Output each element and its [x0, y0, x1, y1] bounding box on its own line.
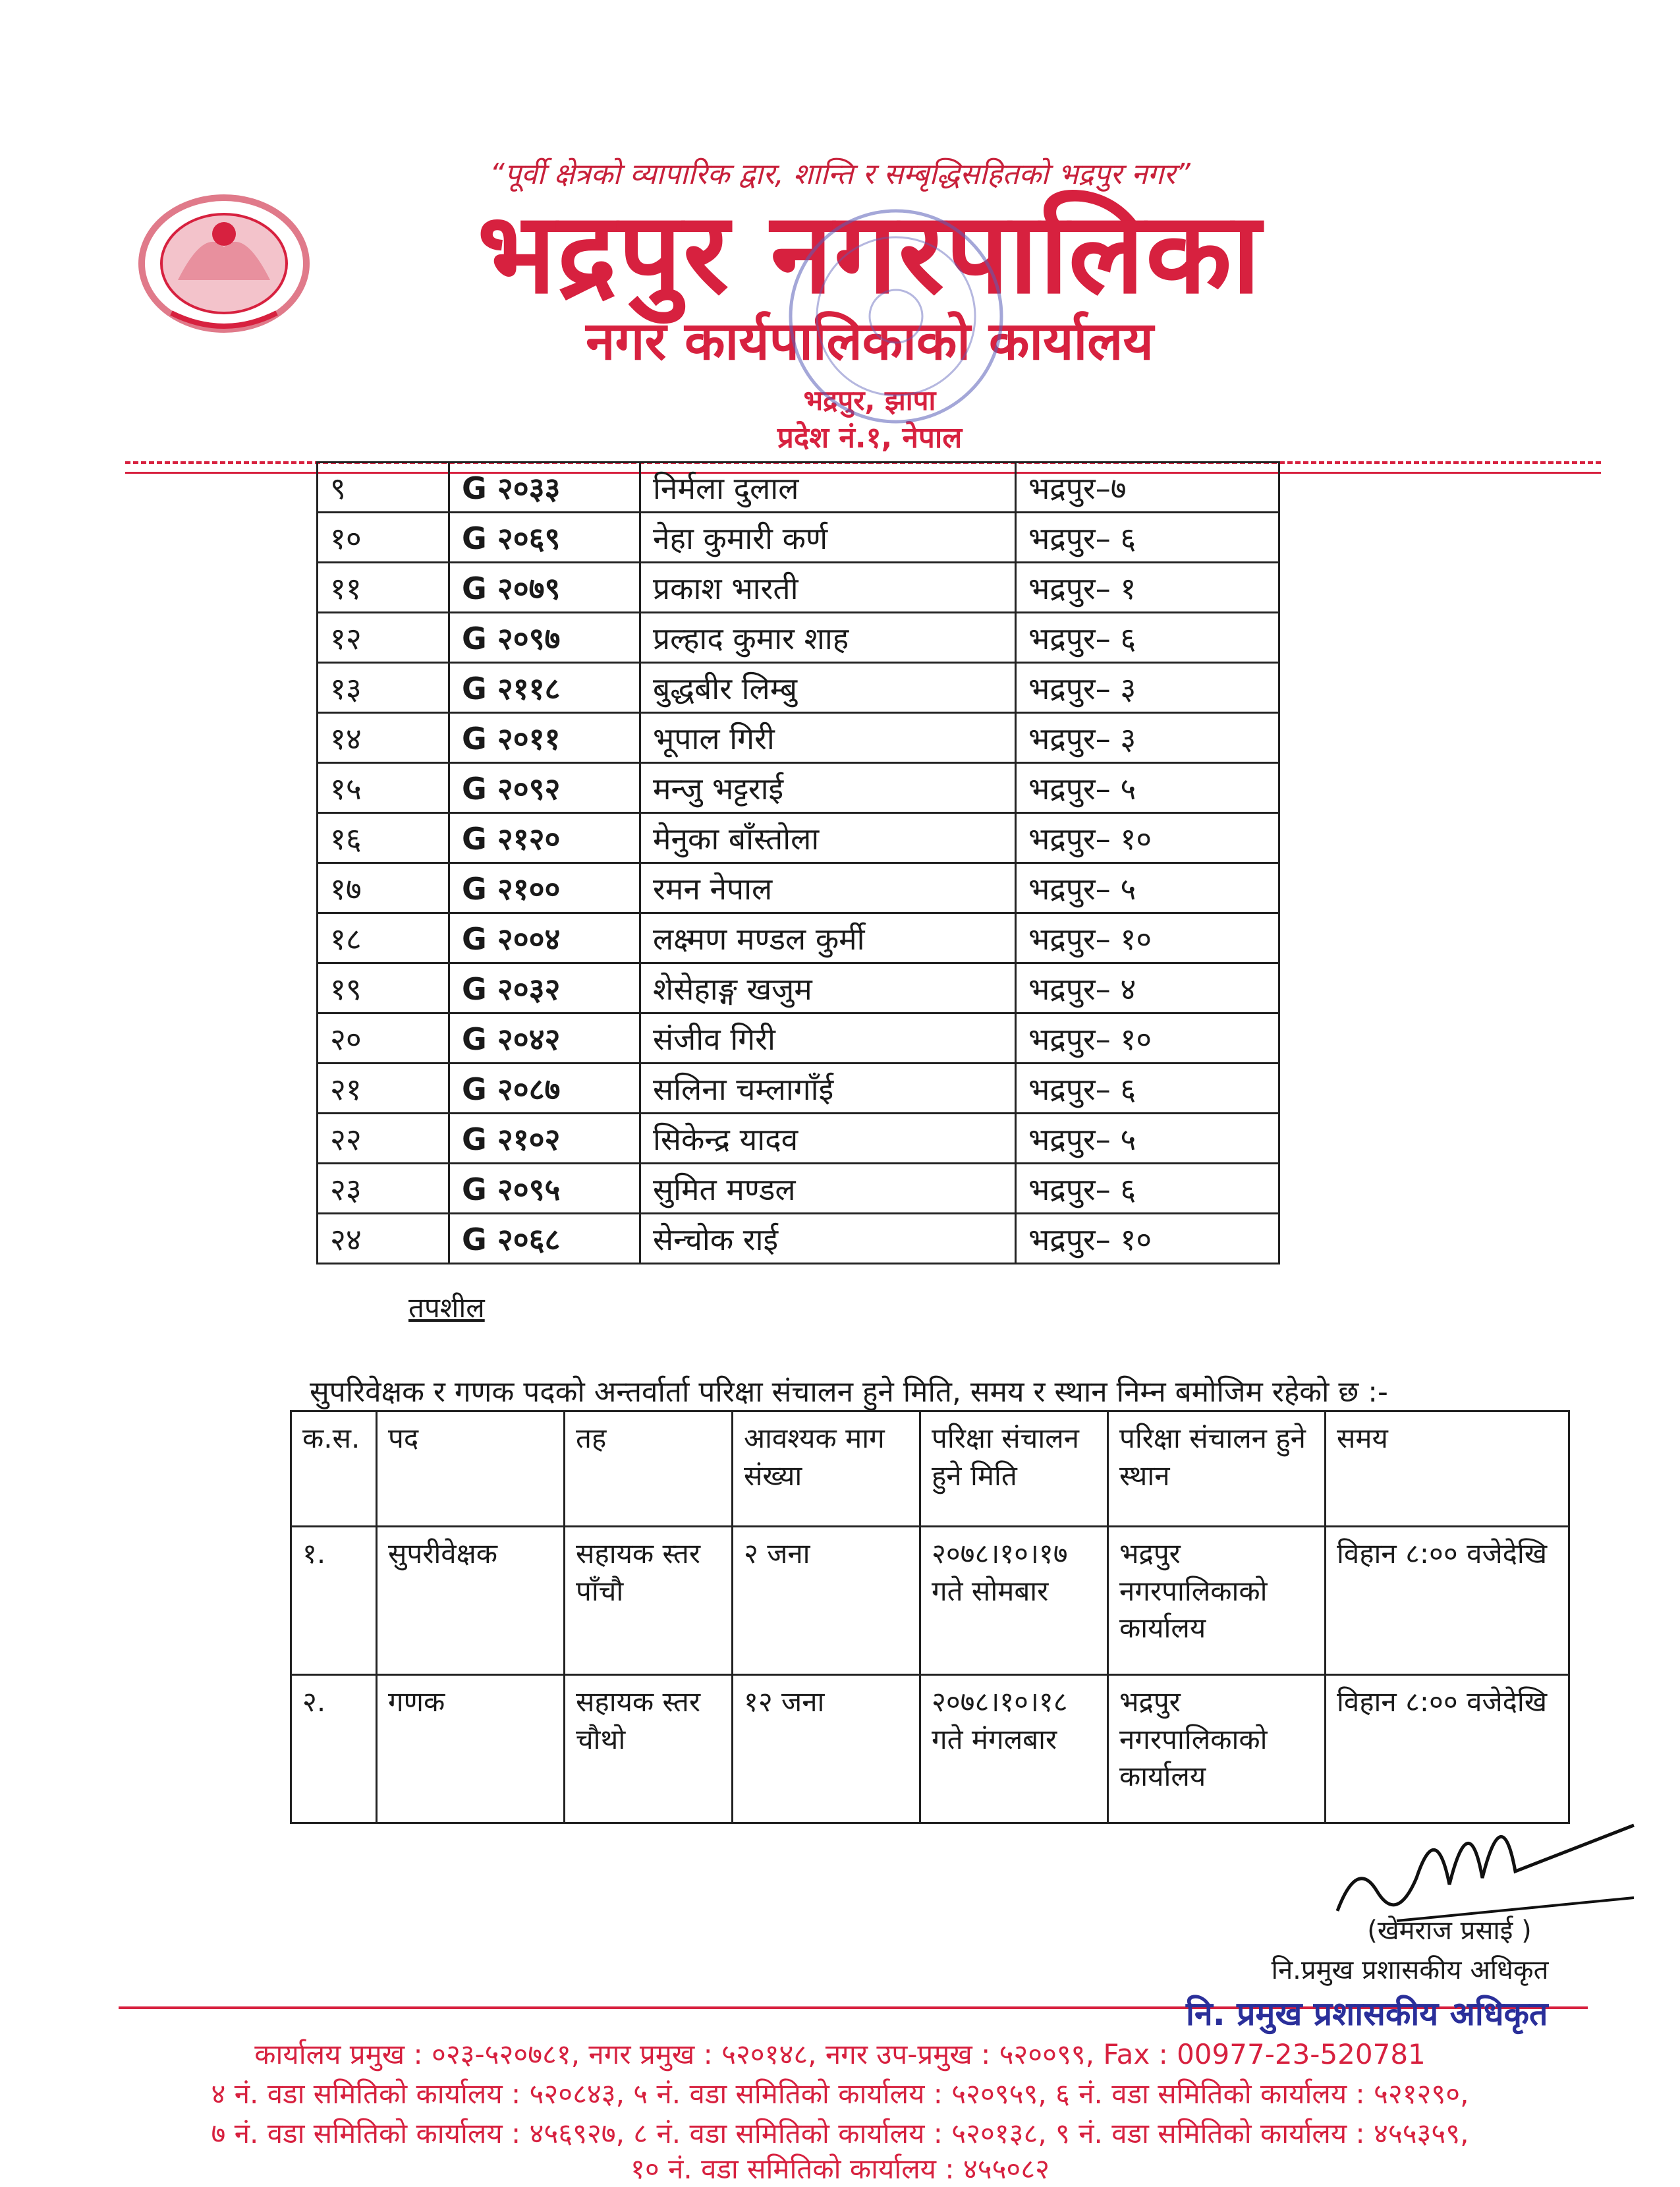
candidate-row: [318, 1013, 1279, 1064]
header-venue: परिक्षा संचालन हुने स्थान: [1108, 1411, 1326, 1527]
candidate-roll: G २०६८: [449, 1214, 640, 1264]
candidate-roll: G २१००: [449, 863, 640, 913]
candidate-roll: G २११८: [449, 663, 640, 713]
candidate-roll: G २०८७: [449, 1064, 640, 1114]
cell-sn: २.: [291, 1675, 377, 1823]
candidate-roll: G २०११: [449, 713, 640, 763]
candidate-roll: G २०९२: [449, 763, 640, 813]
candidate-roll: G २००४: [449, 913, 640, 963]
candidate-name: बुद्धबीर लिम्बु: [640, 663, 1016, 713]
candidate-address: भद्रपुर– १०: [1016, 1013, 1279, 1064]
office-name: नगर कार्यपालिकाको कार्यालय: [586, 310, 1154, 372]
cell-level: सहायक स्तर चौथो: [565, 1675, 733, 1823]
official-stamp: नि. प्रमुख प्रशासकीय अधिकृत: [1186, 1995, 1548, 2033]
candidate-address: भद्रपुर–७: [1016, 463, 1279, 513]
candidate-sn: १०: [318, 513, 449, 563]
cell-post: सुपरीवेक्षक: [377, 1527, 565, 1675]
candidate-address: भद्रपुर– ५: [1016, 863, 1279, 913]
candidate-name: मन्जु भट्टराई: [640, 763, 1016, 813]
candidate-name: संजीव गिरी: [640, 1013, 1016, 1064]
candidate-sn: १४: [318, 713, 449, 763]
candidate-sn: २४: [318, 1214, 449, 1264]
candidate-row: [318, 863, 1279, 913]
candidate-sn: २०: [318, 1013, 449, 1064]
candidate-sn: १९: [318, 963, 449, 1013]
candidate-address: भद्रपुर– ५: [1016, 763, 1279, 813]
candidate-roll: G २०३३: [449, 463, 640, 513]
cell-post: गणक: [377, 1675, 565, 1823]
cell-time: विहान ८:०० वजेदेखि: [1326, 1675, 1569, 1823]
candidate-row: [318, 963, 1279, 1013]
cell-time: विहान ८:०० वजेदेखि: [1326, 1527, 1569, 1675]
candidate-sn: ९: [318, 463, 449, 513]
candidate-roll: G २०९७: [449, 613, 640, 663]
candidate-row: [318, 813, 1279, 863]
candidate-row: [318, 1064, 1279, 1114]
schedule-header-row: [291, 1411, 1569, 1527]
candidate-address: भद्रपुर– ५: [1016, 1114, 1279, 1164]
candidate-address: भद्रपुर– १०: [1016, 1214, 1279, 1264]
candidate-address: भद्रपुर– ३: [1016, 663, 1279, 713]
header-time: समय: [1326, 1411, 1569, 1527]
cell-venue: भद्रपुर नगरपालिकाको कार्यालय: [1108, 1675, 1326, 1823]
candidate-address: भद्रपुर– ६: [1016, 1164, 1279, 1214]
candidate-row: [318, 663, 1279, 713]
candidate-sn: १६: [318, 813, 449, 863]
candidate-row: [318, 1164, 1279, 1214]
nepal-emblem-icon: [132, 188, 316, 339]
candidate-roll: G २०४२: [449, 1013, 640, 1064]
cell-level: सहायक स्तर पाँचौ: [565, 1527, 733, 1675]
candidate-row: [318, 713, 1279, 763]
schedule-row: [291, 1527, 1569, 1675]
candidate-roll: G २०३२: [449, 963, 640, 1013]
candidate-row: [318, 463, 1279, 513]
candidate-name: सेन्चोक राई: [640, 1214, 1016, 1264]
footer-ward-line: ४ नं. वडा समितिको कार्यालय : ५२०८४३, ५ नं. वडा समितिको कार्यालय : ५२०९५९, ६ नं. वडा समितिको कार्यालय : ५२१२९०,: [211, 2078, 1469, 2110]
candidate-row: [318, 613, 1279, 663]
candidate-row: [318, 1214, 1279, 1264]
candidate-table: [316, 461, 1280, 1264]
candidate-name: प्रल्हाद कुमार शाह: [640, 613, 1016, 663]
municipality-seal-icon: [771, 198, 1021, 435]
candidate-address: भद्रपुर– ३: [1016, 713, 1279, 763]
candidate-name: भूपाल गिरी: [640, 713, 1016, 763]
candidate-sn: ११: [318, 563, 449, 613]
cell-count: १२ जना: [733, 1675, 920, 1823]
candidate-row: [318, 913, 1279, 963]
candidate-sn: १८: [318, 913, 449, 963]
footer-ward-line: १० नं. वडा समितिको कार्यालय : ४५५०८२: [630, 2153, 1050, 2185]
candidate-roll: G २०६९: [449, 513, 640, 563]
candidate-name: सलिना चम्लागाँई: [640, 1064, 1016, 1114]
signatory-name: (खेमराज प्रसाई ): [1367, 1916, 1532, 1946]
candidate-name: सिकेन्द्र यादव: [640, 1114, 1016, 1164]
candidate-name: लक्ष्मण मण्डल कुर्मी: [640, 913, 1016, 963]
candidate-sn: १३: [318, 663, 449, 713]
candidate-address: भद्रपुर– १०: [1016, 913, 1279, 963]
office-address: भद्रपुर, झापा: [803, 384, 936, 416]
header-sn: क.स.: [291, 1411, 377, 1527]
candidate-sn: २३: [318, 1164, 449, 1214]
candidate-name: रमन नेपाल: [640, 863, 1016, 913]
schedule-intro: सुपरिवेक्षक र गणक पदको अन्तर्वार्ता परिक्षा संचालन हुने मिति, समय र स्थान निम्न बमोजिम रहेको छ :-: [310, 1375, 1388, 1409]
candidate-address: भद्रपुर– १: [1016, 563, 1279, 613]
motto: “पूर्वी क्षेत्रको व्यापारिक द्वार, शान्ति र सम्बृद्धिसहितको भद्रपुर नगर”: [490, 157, 1190, 191]
header-post: पद: [377, 1411, 565, 1527]
candidate-roll: G २०९५: [449, 1164, 640, 1214]
org-name: भद्रपुर नगरपालिका: [477, 188, 1262, 319]
tapashil-heading: तपशील: [408, 1292, 485, 1324]
candidate-address: भद्रपुर– ६: [1016, 1064, 1279, 1114]
candidate-address: भद्रपुर– ४: [1016, 963, 1279, 1013]
footer-contact-line: कार्यालय प्रमुख : ०२३-५२०७८१, नगर प्रमुख : ५२०१४८, नगर उप-प्रमुख : ५२००९९, Fax : 00977-23-520781: [254, 2038, 1426, 2070]
candidate-row: [318, 763, 1279, 813]
candidate-sn: २१: [318, 1064, 449, 1114]
header-date: परिक्षा संचालन हुने मिति: [920, 1411, 1108, 1527]
candidate-row: [318, 513, 1279, 563]
candidate-sn: २२: [318, 1114, 449, 1164]
candidate-name: शेसेहाङ्ग खजुम: [640, 963, 1016, 1013]
candidate-name: प्रकाश भारती: [640, 563, 1016, 613]
cell-sn: १.: [291, 1527, 377, 1675]
candidate-name: सुमित मण्डल: [640, 1164, 1016, 1214]
cell-venue: भद्रपुर नगरपालिकाको कार्यालय: [1108, 1527, 1326, 1675]
candidate-address: भद्रपुर– १०: [1016, 813, 1279, 863]
candidate-roll: G २१०२: [449, 1114, 640, 1164]
candidate-sn: १७: [318, 863, 449, 913]
candidate-sn: १५: [318, 763, 449, 813]
candidate-row: [318, 1114, 1279, 1164]
header-level: तह: [565, 1411, 733, 1527]
cell-date: २०७८।१०।१८ गते मंगलबार: [920, 1675, 1108, 1823]
cell-count: २ जना: [733, 1527, 920, 1675]
signatory-title: नि.प्रमुख प्रशासकीय अधिकृत: [1271, 1955, 1549, 1985]
candidate-row: [318, 563, 1279, 613]
candidate-name: मेनुका बाँस्तोला: [640, 813, 1016, 863]
candidate-address: भद्रपुर– ६: [1016, 613, 1279, 663]
candidate-roll: G २०७९: [449, 563, 640, 613]
header-count: आवश्यक माग संख्या: [733, 1411, 920, 1527]
cell-date: २०७८।१०।१७ गते सोमबार: [920, 1527, 1108, 1675]
candidate-name: निर्मला दुलाल: [640, 463, 1016, 513]
candidate-sn: १२: [318, 613, 449, 663]
candidate-address: भद्रपुर– ६: [1016, 513, 1279, 563]
candidate-name: नेहा कुमारी कर्ण: [640, 513, 1016, 563]
province-line: प्रदेश नं.१, नेपाल: [777, 421, 963, 455]
footer-ward-line: ७ नं. वडा समितिको कार्यालय : ४५६९२७, ८ नं. वडा समितिको कार्यालय : ५२०१३८, ९ नं. वडा समितिको कार्यालय : ४५५३५९,: [211, 2117, 1469, 2149]
schedule-table: [290, 1410, 1570, 1824]
candidate-roll: G २१२०: [449, 813, 640, 863]
